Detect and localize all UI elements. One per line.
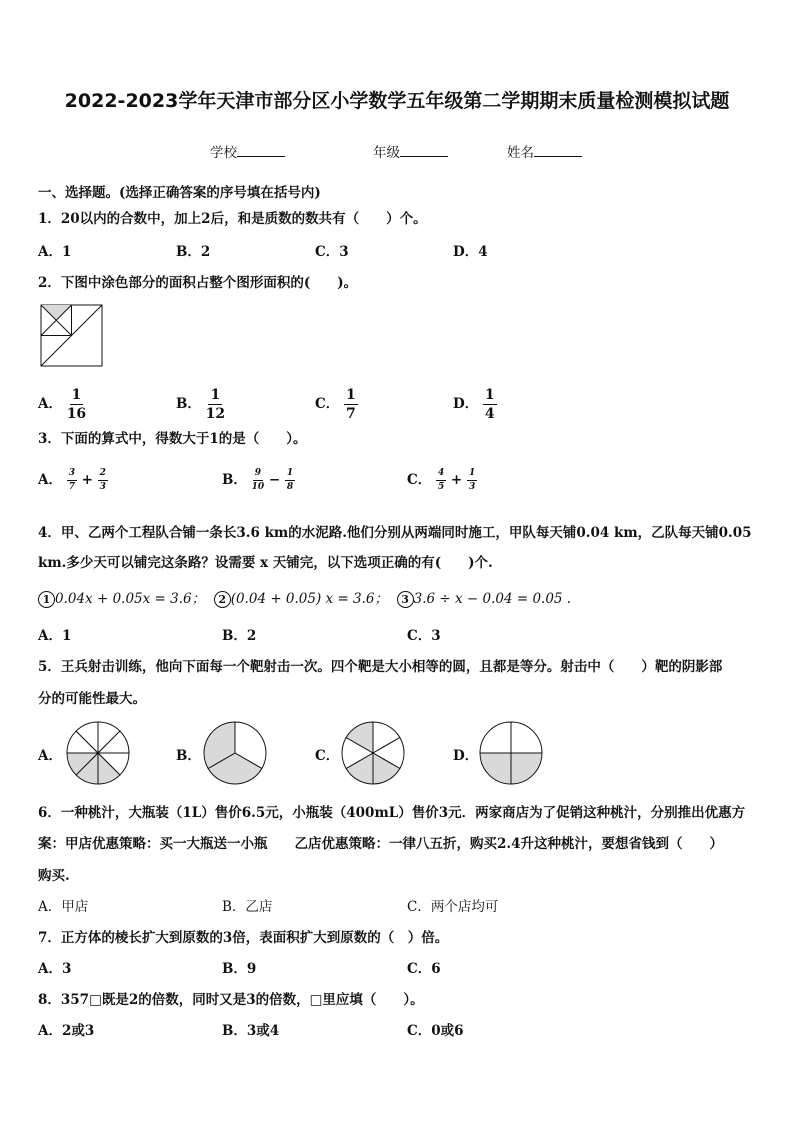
q5-target-d[interactable] (479, 721, 543, 785)
name-field[interactable] (507, 141, 582, 161)
q3-b-frac2: $\frac{1}{8}$ (286, 468, 294, 492)
q2-a-label: A． (38, 396, 62, 412)
q2-figure (41, 305, 103, 367)
q4-stem-line2: km.多少天可以铺完这条路？设需要 x 天铺完，以下选项正确的有( )个. (38, 555, 493, 571)
q2-option-a[interactable] (38, 388, 86, 421)
page-title: 2022-2023学年天津市部分区小学数学五年级第二学期期末质量检测模拟试题 (64, 90, 730, 112)
q5-option-c[interactable]: C． (315, 748, 340, 764)
q5-option-b[interactable]: B． (176, 748, 201, 764)
q4-option-b[interactable]: B．2 (222, 628, 257, 644)
q3-b-operator: − (268, 472, 281, 488)
q6-stem-line3: 购买. (38, 868, 70, 884)
q3-a-frac2: $\frac{2}{3}$ (99, 468, 106, 492)
q3-b-label: B． (222, 472, 247, 488)
q4-marker-1: 1 (38, 591, 55, 608)
q3-c-label: C． (407, 472, 432, 488)
q3-stem: 3．下面的算式中，得数大于1的是（ ）。 (38, 431, 307, 447)
q8-option-a[interactable]: A．2或3 (38, 1023, 95, 1039)
q4-equation-2: (0.04 + 0.05) x = 3.6； (230, 591, 389, 607)
q4-equation-3: 3.6 ÷ x − 0.04 = 0.05 . (413, 591, 572, 607)
q6-option-a[interactable]: A．甲店 (38, 899, 89, 915)
school-label: 学校 (210, 145, 237, 161)
q4-stem-line1: 4．甲、乙两个工程队合铺一条长3.6 km的水泥路.他们分别从两端同时施工，甲队每天铺0.04 km，乙队每天铺0.05 (38, 525, 752, 541)
q3-b-frac1: $\frac{9}{10}$ (251, 468, 265, 492)
grade-field[interactable] (373, 141, 448, 161)
q8-option-b[interactable]: B．3或4 (222, 1023, 280, 1039)
q1-stem: 1．20以内的合数中，加上2后，和是质数的数共有（ ）个。 (38, 211, 427, 227)
q3-option-b[interactable] (222, 468, 295, 492)
q5-target-a[interactable] (66, 721, 130, 785)
q4-marker-2: 2 (214, 591, 231, 608)
q4-equation-1: 0.04x + 0.05x = 3.6； (55, 591, 206, 607)
q1-option-c[interactable]: C．3 (315, 244, 349, 260)
name-label: 姓名 (507, 145, 534, 161)
q4-marker-3: 3 (397, 591, 414, 608)
section-heading: 一、选择题。(选择正确答案的序号填在括号内) (38, 185, 321, 201)
q2-option-d[interactable] (453, 388, 497, 421)
q8-option-c[interactable]: C．0或6 (407, 1023, 464, 1039)
q7-option-b[interactable]: B．9 (222, 961, 257, 977)
q2-b-fraction: $\frac{1}{12}$ (205, 387, 226, 422)
q2-d-label: D． (453, 396, 479, 412)
q3-c-frac1: $\frac{4}{5}$ (437, 468, 445, 492)
q2-a-fraction: $\frac{1}{16}$ (66, 387, 87, 422)
q3-a-frac1: $\frac{3}{7}$ (68, 468, 75, 492)
school-field[interactable] (210, 141, 285, 161)
q3-option-c[interactable] (407, 468, 477, 492)
q2-d-fraction: $\frac{1}{4}$ (484, 387, 495, 422)
q6-stem-line2: 案：甲店优惠策略：买一大瓶送一小瓶 乙店优惠策略：一律八五折，购买2.4升这种桃汁，要想省钱到（ ） (38, 836, 723, 852)
q2-c-fraction: $\frac{1}{7}$ (345, 387, 356, 422)
q5-stem-line1: 5．王兵射击训练，他向下面每一个靶射击一次。四个靶是大小相等的圆，且都是等分。射击中（ ）靶的阴影部 (38, 659, 723, 675)
q3-c-frac2: $\frac{1}{3}$ (468, 468, 476, 492)
school-blank[interactable] (237, 144, 285, 157)
q7-option-c[interactable]: C．6 (407, 961, 441, 977)
name-blank[interactable] (534, 144, 582, 157)
q1-option-b[interactable]: B．2 (176, 244, 211, 260)
grade-label: 年级 (373, 145, 400, 161)
q8-stem: 8．357□既是2的倍数，同时又是3的倍数，□里应填（ ）。 (38, 992, 424, 1008)
q5-target-c[interactable] (341, 721, 405, 785)
q1-option-d[interactable]: D．4 (453, 244, 488, 260)
q2-c-label: C． (315, 396, 340, 412)
q7-stem: 7．正方体的棱长扩大到原数的3倍，表面积扩大到原数的（ ）倍。 (38, 930, 449, 946)
q3-option-a[interactable] (38, 468, 108, 492)
q5-target-b[interactable] (203, 721, 267, 785)
q3-a-operator: + (81, 472, 93, 488)
grade-blank[interactable] (400, 144, 448, 157)
q1-option-a[interactable]: A．1 (38, 244, 72, 260)
q2-option-b[interactable] (176, 388, 225, 421)
q2-b-label: B． (176, 396, 201, 412)
q5-option-d[interactable]: D． (453, 748, 479, 764)
q7-option-a[interactable]: A．3 (38, 961, 72, 977)
q3-c-operator: + (450, 472, 463, 488)
q5-stem-line2: 分的可能性最大。 (38, 691, 146, 707)
q5-option-a[interactable]: A． (38, 748, 62, 764)
q4-equations (38, 587, 571, 608)
q4-option-c[interactable]: C．3 (407, 628, 441, 644)
q3-a-label: A． (38, 472, 62, 488)
q4-option-a[interactable]: A．1 (38, 628, 72, 644)
q2-option-c[interactable] (315, 388, 358, 421)
q2-stem: 2．下图中涂色部分的面积占整个图形面积的( )。 (38, 275, 358, 291)
q6-option-c[interactable]: C．两个店均可 (407, 899, 499, 915)
q6-option-b[interactable]: B．乙店 (222, 899, 273, 915)
q6-stem-line1: 6．一种桃汁，大瓶装（1L）售价6.5元，小瓶装（400mL）售价3元．两家商店为了促销这种桃汁，分别推出优惠方 (38, 805, 746, 821)
